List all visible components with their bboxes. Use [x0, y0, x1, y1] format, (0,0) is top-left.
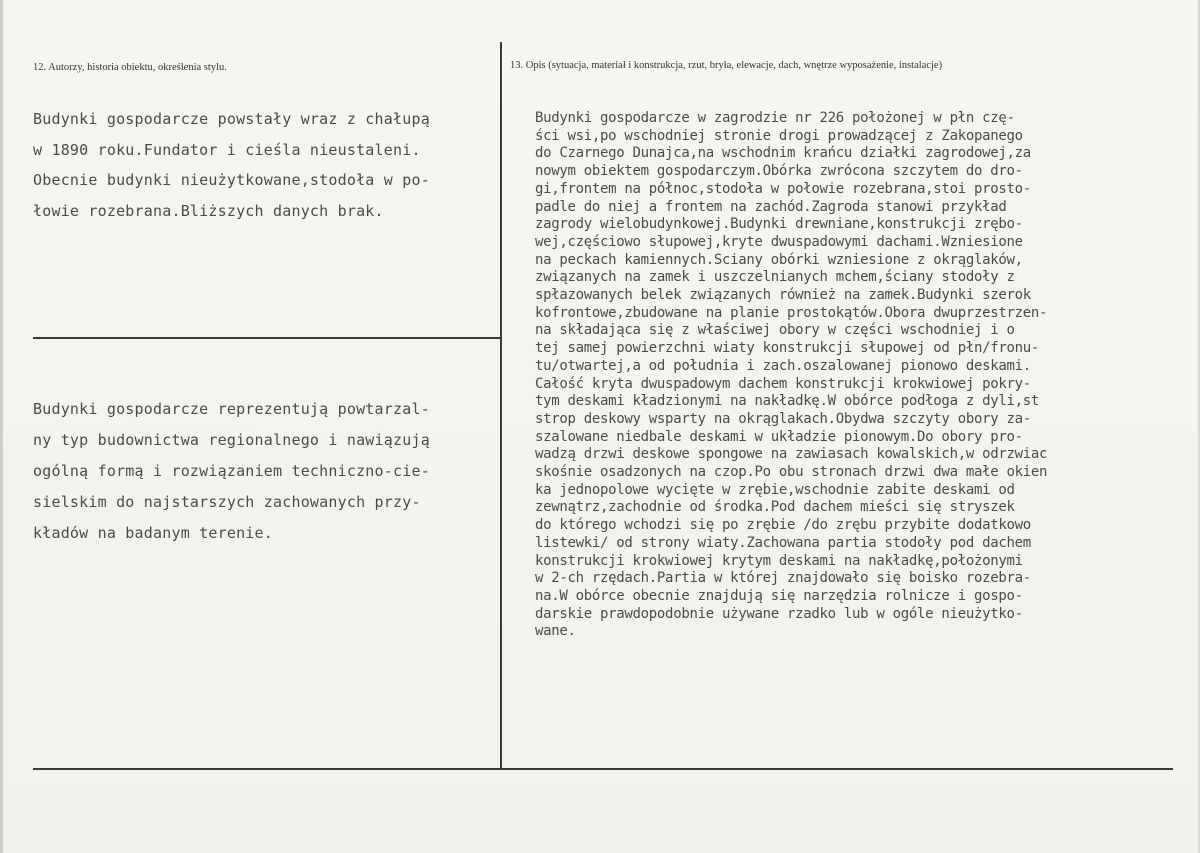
section12-divider — [33, 337, 501, 339]
section12-style-text: Budynki gospodarcze reprezentują powtarzal- ny typ budownictwa regionalnego i nawiązują ogólną formą i rozwiązaniem techniczno-cie- sielskim do najstarszych zachowanych przy- kładów na badanym terenie. — [33, 400, 430, 542]
section13-label: 13. Opis (sytuacja, materiał i konstrukcja, rzut, bryła, elewacje, dach, wnętrze wyposażenie, instalacje) — [510, 60, 943, 71]
section12-label: 12. Autorzy, historia obiektu, określenia stylu. — [33, 62, 227, 73]
scan-edge-left — [0, 0, 3, 853]
column-divider — [500, 42, 502, 770]
section12-history-text: Budynki gospodarcze powstały wraz z chałupą w 1890 roku.Fundator i cieśla nieustaleni. Obecnie budynki nieużytkowane,stodoła w po- łowie rozebrana.Bliższych danych brak. — [33, 110, 430, 220]
bottom-rule — [33, 768, 1173, 770]
section13-description-text: Budynki gospodarcze w zagrodzie nr 226 położonej w płn czę- ści wsi,po wschodniej stronie drogi prowadzącej z Zakopanego do Czarnego Dunajca,na wschodnim krańcu działki zagrodowej,za nowym obiektem gospodarczym.Obórka zwrócona szczytem do dro- gi,frontem na północ,stodoła w połowie rozebrana,stoi prosto- padle do niej a frontem na zachód.Zagroda stanowi przykład zagrody wielobudynkowej.Budynki drewniane,konstrukcji zrębo- wej,częściowo słupowej,kryte dwuspadowymi dachami.Wzniesione na peckach kamiennych.Sciany obórki wzniesione z okrąglaków, związanych na zamek i uszczelnianych mchem,ściany stodoły z spłazowanych belek związanych również na zamek.Budynki szerok kofrontowe,zbudowane na planie prostokątów.Obora dwuprzestrzen- na składająca się z właściwej obory w części wschodniej i o tej samej powierzchni wiaty konstrukcji słupowej od płn/fronu- tu/otwartej,a od południa i zach.oszalowanej pionowo deskami. Całość kryta dwuspadowym dachem konstrukcji krokwiowej pokry- tym deskami kładzionymi na nakładkę.W obórce podłoga z dyli,st strop deskowy wsparty na okrąglakach.Obydwa szczyty obory za- szalowane niedbale deskami w układzie pionowym.Do obory pro- wadzą drzwi deskowe spongowe na zawiasach kowalskich,w odrzwiac skośnie osadzonych na czop.Po obu stronach drzwi dwa małe okien ka jednopolowe wycięte w zrębie,wschodnie zabite deskami od zewnątrz,zachodnie od środka.Pod dachem mieści się stryszek do którego wchodzi się po zrębie /do zrębu przybite dodatkowo listewki/ od strony wiaty.Zachowana partia stodoły pod dachem konstrukcji krokwiowej krytym deskami na nakładkę,położonymi w 2-ch rzędach.Partia w której znajdowało się boisko rozebra- na.W obórce obecnie znajdują się narzędzia rolnicze i gospo- darskie prawdopodobnie używane rzadko lub w ogóle nieużytko- wane. — [535, 110, 1048, 640]
